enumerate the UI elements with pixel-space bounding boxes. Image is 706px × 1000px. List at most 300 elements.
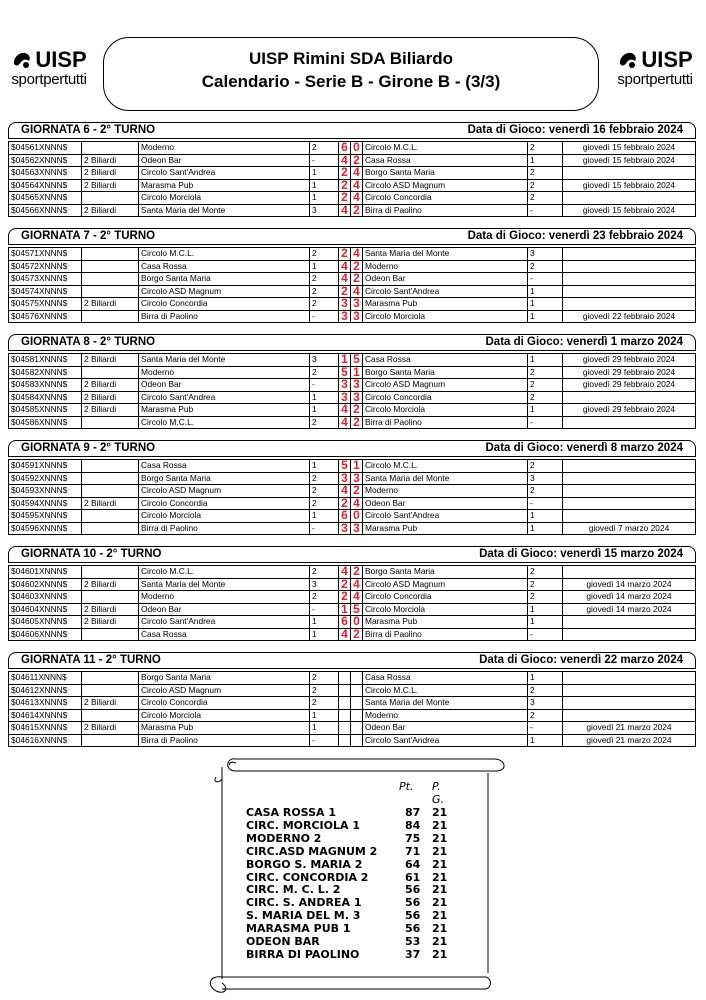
standings-col-games: P. G. [432,780,445,806]
match-note: giovedì 21 marzo 2024 [563,734,696,747]
away-points: 2 [528,366,563,379]
home-score: 6 [339,510,351,523]
away-team: Borgo Santa Maria [363,566,528,579]
team-name: CIRC. S. ANDREA 1 [246,896,362,910]
away-points: 1 [528,404,563,417]
round-section [8,122,696,217]
match-note: giovedì 29 febbraio 2024 [563,404,696,417]
home-points: 3 [310,578,339,591]
match-note [563,192,696,205]
match-note: giovedì 14 marzo 2024 [563,603,696,616]
billiards-count [82,460,139,473]
table-row [9,722,696,735]
away-score: 4 [351,248,363,261]
home-points: 2 [310,142,339,155]
away-points: 1 [528,734,563,747]
logo-brand-text: UISP [641,47,693,72]
standings-row [246,922,476,935]
table-row [9,672,696,685]
match-note: giovedì 7 marzo 2024 [563,522,696,535]
away-score: 4 [351,591,363,604]
team-name: CIRC. CONCORDIA 2 [246,870,369,884]
home-team: Circolo Morciola [139,510,310,523]
home-score: 3 [339,472,351,485]
home-points: 2 [310,472,339,485]
home-score: 3 [339,391,351,404]
round-date: Data di Gioco: venerdì 16 febbraio 2024 [467,124,683,136]
team-points: 61 [405,870,421,884]
away-team: Casa Rossa [363,672,528,685]
away-score: 4 [351,179,363,192]
team-name: BIRRA DI PAOLINO [246,947,360,961]
billiards-count: 2 Biliardi [82,722,139,735]
home-team: Circolo Concordia [139,298,310,311]
home-team: Casa Rossa [139,460,310,473]
away-team: Marasma Pub [363,522,528,535]
away-points: 1 [528,354,563,367]
home-score: 1 [339,603,351,616]
away-team: Santa Maria del Monte [363,697,528,710]
away-team: Moderno [363,260,528,273]
away-score: 4 [351,497,363,510]
team-points: 37 [405,947,421,961]
table-row [9,142,696,155]
match-code: $04571XNNN$ [9,248,82,261]
away-team: Odeon Bar [363,273,528,286]
table-row [9,628,696,641]
match-note [563,298,696,311]
table-row [9,578,696,591]
home-team: Circolo M.C.L. [139,248,310,261]
table-row [9,472,696,485]
away-points: 2 [528,167,563,180]
table-row [9,192,696,205]
home-score: 2 [339,578,351,591]
away-score: 3 [351,522,363,535]
away-points: 2 [528,485,563,498]
away-team: Casa Rossa [363,354,528,367]
home-points: - [310,310,339,323]
match-code: $04566XNNN$ [9,204,82,217]
match-note: giovedì 29 febbraio 2024 [563,354,696,367]
home-team: Birra di Paolino [139,734,310,747]
home-team: Odeon Bar [139,379,310,392]
away-points: 1 [528,522,563,535]
match-note: giovedì 29 febbraio 2024 [563,366,696,379]
standings-row [246,845,476,858]
team-points: 56 [405,883,421,897]
home-team: Santa Maria del Monte [139,354,310,367]
match-code: $04601XNNN$ [9,566,82,579]
home-points: - [310,154,339,167]
table-row [9,485,696,498]
home-points: 2 [310,566,339,579]
round-date: Data di Gioco: venerdì 15 marzo 2024 [479,548,683,560]
match-note: giovedì 15 febbraio 2024 [563,142,696,155]
home-team: Circolo ASD Magnum [139,285,310,298]
away-team: Marasma Pub [363,616,528,629]
billiards-count [82,472,139,485]
home-points: - [310,379,339,392]
logo-tagline: sportpertutti [617,71,693,88]
match-code: $04561XNNN$ [9,142,82,155]
billiards-count [82,510,139,523]
table-row [9,416,696,429]
home-score: 4 [339,154,351,167]
table-row [9,697,696,710]
home-points: 1 [310,628,339,641]
home-score: 2 [339,248,351,261]
away-team: Circolo M.C.L. [363,142,528,155]
match-code: $04562XNNN$ [9,154,82,167]
home-team: Circolo ASD Magnum [139,485,310,498]
away-team: Birra di Paolino [363,416,528,429]
home-team: Moderno [139,591,310,604]
away-team: Circolo Morciola [363,404,528,417]
away-team: Circolo Concordia [363,391,528,404]
match-note [563,616,696,629]
table-row [9,404,696,417]
home-score: 4 [339,404,351,417]
away-team: Santa Maria del Monte [363,248,528,261]
round-section [8,546,696,641]
home-points: 1 [310,404,339,417]
round-title: GIORNATA 8 - 2° TURNO [21,336,156,348]
away-points: 1 [528,510,563,523]
away-score: 1 [351,460,363,473]
home-team: Odeon Bar [139,154,310,167]
round-date: Data di Gioco: venerdì 1 marzo 2024 [485,336,683,348]
away-points: 2 [528,460,563,473]
home-score [339,684,351,697]
games-table [8,141,696,217]
away-score: 1 [351,366,363,379]
away-score: 2 [351,404,363,417]
away-points: 2 [528,591,563,604]
team-points: 64 [405,857,421,871]
billiards-count [82,248,139,261]
away-score: 4 [351,167,363,180]
team-points: 56 [405,896,421,910]
away-points: - [528,273,563,286]
match-note [563,566,696,579]
logo-brand [4,48,94,72]
home-team: Circolo Morciola [139,709,310,722]
round-title: GIORNATA 11 - 2° TURNO [21,654,161,666]
round-section [8,334,696,429]
billiards-count [82,366,139,379]
title-box [103,37,599,111]
away-score: 3 [351,310,363,323]
away-points: - [528,497,563,510]
home-team: Marasma Pub [139,404,310,417]
table-row [9,260,696,273]
games-played: 21 [432,844,448,858]
away-score: 5 [351,354,363,367]
match-code: $04616XNNN$ [9,734,82,747]
games-table [8,247,696,323]
away-points: 1 [528,154,563,167]
home-team: Circolo Sant'Andrea [139,167,310,180]
match-note [563,472,696,485]
billiards-count [82,416,139,429]
round-title: GIORNATA 10 - 2° TURNO [21,548,162,560]
match-note: giovedì 15 febbraio 2024 [563,154,696,167]
billiards-count: 2 Biliardi [82,391,139,404]
home-team: Circolo Sant'Andrea [139,616,310,629]
home-team: Circolo Concordia [139,497,310,510]
standings-row [246,896,476,909]
match-code: $04592XNNN$ [9,472,82,485]
billiards-count [82,285,139,298]
match-code: $04612XNNN$ [9,684,82,697]
away-points: 2 [528,391,563,404]
away-score: 2 [351,485,363,498]
away-points: 2 [528,709,563,722]
team-name: S. MARIA DEL M. 3 [246,909,361,923]
round-title: GIORNATA 6 - 2° TURNO [21,124,156,136]
match-code: $04584XNNN$ [9,391,82,404]
page-title: UISP Rimini SDA Biliardo [248,49,454,68]
match-note: giovedì 15 febbraio 2024 [563,179,696,192]
home-points: 1 [310,510,339,523]
standings-row [246,832,476,845]
round-section [8,652,696,747]
table-row [9,603,696,616]
table-row [9,167,696,180]
page-subtitle: Calendario - Serie B - Girone B - (3/3) [201,72,501,91]
match-note: giovedì 14 marzo 2024 [563,578,696,591]
home-points: 1 [310,616,339,629]
away-team: Circolo Morciola [363,603,528,616]
away-score: 2 [351,628,363,641]
away-team: Marasma Pub [363,298,528,311]
match-code: $04563XNNN$ [9,167,82,180]
away-score: 0 [351,510,363,523]
team-name: MODERNO 2 [246,831,322,845]
home-score: 5 [339,460,351,473]
match-note [563,709,696,722]
match-code: $04596XNNN$ [9,522,82,535]
home-points: - [310,734,339,747]
games-played: 21 [432,896,448,910]
home-points: 3 [310,204,339,217]
games-table [8,671,696,747]
match-code: $04581XNNN$ [9,354,82,367]
billiards-count: 2 Biliardi [82,697,139,710]
away-points: 1 [528,603,563,616]
home-points: 1 [310,722,339,735]
home-points: 2 [310,684,339,697]
home-score: 2 [339,591,351,604]
games-played: 21 [432,857,448,871]
round-section [8,440,696,535]
match-code: $04595XNNN$ [9,510,82,523]
table-row [9,522,696,535]
home-score: 4 [339,628,351,641]
away-team: Circolo ASD Magnum [363,578,528,591]
away-score [351,722,363,735]
away-team: Odeon Bar [363,722,528,735]
home-points: 2 [310,366,339,379]
billiards-count [82,684,139,697]
uisp-emblem-icon [617,50,639,70]
home-team: Odeon Bar [139,603,310,616]
billiards-count: 2 Biliardi [82,179,139,192]
match-code: $04586XNNN$ [9,416,82,429]
match-note [563,485,696,498]
home-team: Marasma Pub [139,722,310,735]
round-header [8,228,696,245]
home-team: Casa Rossa [139,628,310,641]
home-team: Birra di Paolino [139,522,310,535]
away-team: Circolo Sant'Andrea [363,285,528,298]
away-points: - [528,722,563,735]
round-title: GIORNATA 9 - 2° TURNO [21,442,156,454]
billiards-count [82,566,139,579]
away-score: 3 [351,298,363,311]
home-team: Santa Maria del Monte [139,578,310,591]
away-score: 3 [351,379,363,392]
billiards-count: 2 Biliardi [82,578,139,591]
away-score: 2 [351,204,363,217]
home-team: Borgo Santa Maria [139,273,310,286]
table-row [9,285,696,298]
table-row [9,354,696,367]
table-row [9,298,696,311]
team-points: 84 [405,818,421,832]
match-note [563,697,696,710]
match-note: giovedì 15 febbraio 2024 [563,204,696,217]
away-points: - [528,628,563,641]
games-played: 21 [432,818,448,832]
home-team: Borgo Santa Maria [139,472,310,485]
away-team: Birra di Paolino [363,628,528,641]
home-points: - [310,522,339,535]
away-team: Borgo Santa Maria [363,167,528,180]
home-team: Circolo Morciola [139,192,310,205]
round-date: Data di Gioco: venerdì 23 febbraio 2024 [467,230,683,242]
away-score: 2 [351,416,363,429]
match-note [563,260,696,273]
games-table [8,565,696,641]
games-played: 21 [432,806,448,819]
home-score: 3 [339,379,351,392]
away-points: - [528,416,563,429]
home-score: 2 [339,285,351,298]
home-team: Circolo ASD Magnum [139,684,310,697]
round-title: GIORNATA 7 - 2° TURNO [21,230,156,242]
billiards-count [82,142,139,155]
table-row [9,154,696,167]
uisp-logo-right [610,48,700,88]
logo-brand-text: UISP [35,47,87,72]
away-points: - [528,204,563,217]
away-score: 4 [351,578,363,591]
billiards-count: 2 Biliardi [82,616,139,629]
home-points: 1 [310,460,339,473]
home-points: 1 [310,179,339,192]
billiards-count: 2 Biliardi [82,354,139,367]
home-team: Birra di Paolino [139,310,310,323]
home-team: Santa Maria del Monte [139,204,310,217]
away-score: 2 [351,260,363,273]
away-points: 1 [528,310,563,323]
match-code: $04602XNNN$ [9,578,82,591]
standings-row [246,806,476,819]
match-code: $04615XNNN$ [9,722,82,735]
away-points: 1 [528,616,563,629]
home-team: Borgo Santa Maria [139,672,310,685]
away-points: 1 [528,672,563,685]
table-row [9,391,696,404]
standings-row [246,909,476,922]
match-code: $04593XNNN$ [9,485,82,498]
table-row [9,591,696,604]
home-score: 2 [339,192,351,205]
table-row [9,248,696,261]
match-note [563,628,696,641]
team-name: CASA ROSSA 1 [246,806,337,819]
round-date: Data di Gioco: venerdì 22 marzo 2024 [479,654,683,666]
table-row [9,379,696,392]
uisp-emblem-icon [11,50,33,70]
match-code: $04591XNNN$ [9,460,82,473]
billiards-count: 2 Biliardi [82,204,139,217]
team-name: CIRC. M. C. L. 2 [246,883,341,897]
away-points: 3 [528,248,563,261]
match-note [563,684,696,697]
standings-row [246,883,476,896]
team-points: 75 [405,831,421,845]
home-points: 2 [310,485,339,498]
away-points: 2 [528,260,563,273]
billiards-count [82,522,139,535]
away-team: Circolo ASD Magnum [363,379,528,392]
round-header [8,652,696,669]
away-score: 5 [351,603,363,616]
match-code: $04576XNNN$ [9,310,82,323]
match-note [563,416,696,429]
away-score: 2 [351,154,363,167]
home-points: 2 [310,273,339,286]
table-row [9,709,696,722]
table-row [9,179,696,192]
away-team: Odeon Bar [363,497,528,510]
team-points: 56 [405,922,421,936]
match-code: $04564XNNN$ [9,179,82,192]
match-code: $04611XNNN$ [9,672,82,685]
away-points: 3 [528,697,563,710]
home-score: 1 [339,354,351,367]
round-header [8,334,696,351]
home-points: 2 [310,248,339,261]
away-team: Moderno [363,485,528,498]
away-team: Circolo Morciola [363,310,528,323]
match-note: giovedì 22 febbraio 2024 [563,310,696,323]
match-note [563,510,696,523]
away-team: Circolo ASD Magnum [363,179,528,192]
billiards-count [82,709,139,722]
away-team: Borgo Santa Maria [363,366,528,379]
games-played: 21 [432,831,448,845]
home-score: 3 [339,522,351,535]
away-points: 1 [528,298,563,311]
games-played: 21 [432,909,448,923]
billiards-count: 2 Biliardi [82,298,139,311]
round-header [8,546,696,563]
home-points: 3 [310,354,339,367]
